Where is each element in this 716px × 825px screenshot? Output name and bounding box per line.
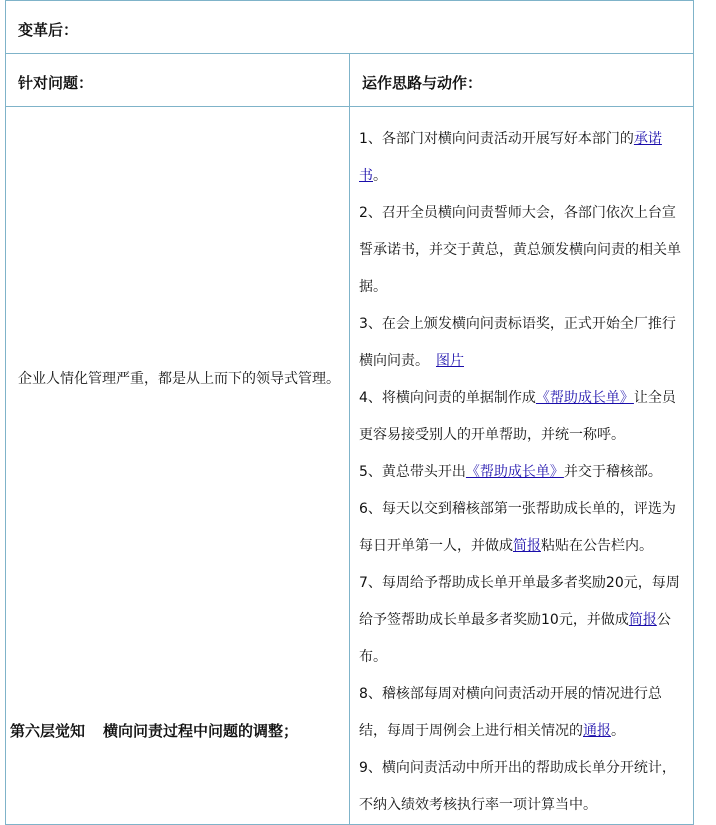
action-item-text: 2、召开全员横向问责誓师大会，各部门依次上台宣誓承诺书，并交于黄总，黄总颁发横向问责的相关单据。 xyxy=(359,205,681,295)
title-row xyxy=(6,1,694,54)
header-actions: 运作思路与动作： xyxy=(362,74,483,92)
link-commitment-letter[interactable]: 承诺书 xyxy=(359,131,662,184)
header-problem: 针对问题： xyxy=(18,74,94,92)
header-right-cell xyxy=(350,54,694,107)
action-item-4 xyxy=(350,380,693,454)
header-row xyxy=(6,54,694,107)
action-item-5 xyxy=(350,454,693,491)
action-item-text: 。 xyxy=(611,723,625,739)
action-item-text: 9、横向问责活动中所开出的帮助成长单分开统计，不纳入绩效考核执行率一项计算当中。 xyxy=(359,760,676,813)
section-heading-title: 横向问责过程中问题的调整； xyxy=(103,722,299,740)
action-item-text: 3、在会上颁发横向问责标语奖，正式开始全厂推行横向问责。 xyxy=(359,316,676,369)
action-item-text: 公布。 xyxy=(359,612,671,665)
link-notice[interactable]: 通报 xyxy=(583,723,611,739)
section-heading-level: 第六层觉知 xyxy=(10,722,86,740)
action-item-text: 1、各部门对横向问责活动开展写好本部门的 xyxy=(359,131,634,147)
action-item-text: 。 xyxy=(373,168,387,184)
section-heading xyxy=(10,720,298,741)
title-cell xyxy=(6,1,694,54)
action-item-text: 5、黄总带头开出 xyxy=(359,464,466,480)
actions-cell xyxy=(350,107,694,825)
link-briefing[interactable]: 简报 xyxy=(513,538,541,554)
action-item-text: 让全员更容易接受别人的开单帮助，并统一称呼。 xyxy=(359,390,676,443)
link-picture[interactable]: 图片 xyxy=(436,353,464,369)
action-item-3 xyxy=(350,306,693,380)
header-left-cell xyxy=(6,54,350,107)
action-item-6 xyxy=(350,491,693,565)
content-row xyxy=(6,107,694,825)
problem-cell xyxy=(6,107,350,825)
link-help-growth-form-2[interactable]: 《帮助成长单》 xyxy=(465,464,564,480)
action-item-text: 并交于稽核部。 xyxy=(563,464,662,480)
link-briefing-2[interactable]: 简报 xyxy=(628,612,657,628)
action-list xyxy=(350,107,693,824)
action-item-1 xyxy=(350,121,693,195)
action-item-text: 6、每天以交到稽核部第一张帮助成长单的，评选为每日开单第一人，并做成 xyxy=(359,501,676,554)
action-item-text: 8、稽核部每周对横向问责活动开展的情况进行总结，每周于周例会上进行相关情况的 xyxy=(359,686,662,739)
action-item-8 xyxy=(350,676,693,750)
action-item-text: 7、每周给予帮助成长单开单最多者奖励20元，每周给予签帮助成长单最多者奖励10元，并做成 xyxy=(359,575,680,628)
action-item-text: 4、将横向问责的单据制作成 xyxy=(359,390,536,406)
reform-table xyxy=(5,0,694,825)
problem-text: 企业人情化管理严重，都是从上而下的领导式管理。 xyxy=(18,371,340,387)
action-item-text: 粘贴在公告栏内。 xyxy=(541,538,653,554)
table-title: 变革后： xyxy=(18,21,79,39)
action-item-2 xyxy=(350,195,693,306)
link-help-growth-form[interactable]: 《帮助成长单》 xyxy=(535,390,634,406)
action-item-9 xyxy=(350,750,693,824)
action-item-7 xyxy=(350,565,693,676)
